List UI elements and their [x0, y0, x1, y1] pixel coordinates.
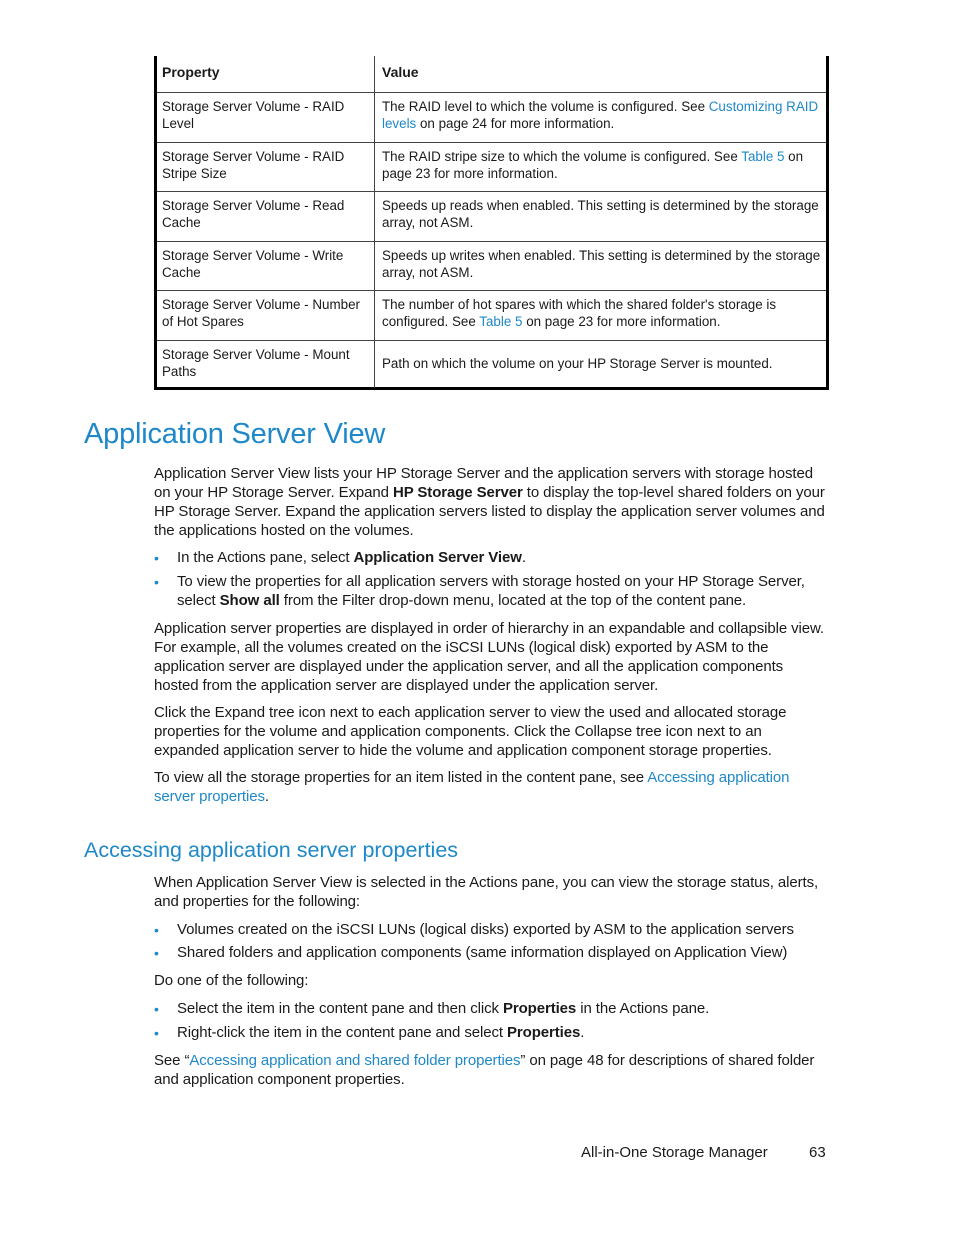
bullet-icon: • — [154, 550, 159, 566]
customizing-raid-levels-link[interactable]: Customizing RAID levels — [382, 99, 819, 131]
bold-text: HP Storage Server — [392, 483, 523, 501]
property-cell: Storage Server Volume - Write Cache — [157, 242, 375, 291]
value-cell — [375, 291, 826, 340]
property-cell: Storage Server Volume - RAID Level — [157, 93, 375, 142]
hierarchy-paragraph: Application server properties are displayed in order of hierarchy in an expandable and collapsible view. For example, all the volumes created on the iSCSI LUNs (logical disk) exported by ASM to the application server are displayed under the application server, and all the application components hosted from the application server are displayed under the application server. — [154, 620, 824, 694]
table-row — [157, 142, 826, 192]
do-one-paragraph: Do one of the following: — [154, 972, 309, 989]
list-item — [154, 1000, 830, 1019]
property-cell: Storage Server Volume - RAID Stripe Size — [157, 143, 375, 192]
value-text: Speeds up reads when enabled. This setting is determined by the storage array, not ASM. — [382, 198, 819, 231]
accessing-application-server-properties-link[interactable]: Accessing application server properties — [154, 769, 790, 805]
accessing-application-and-shared-folder-properties-link[interactable]: Accessing application and shared folder properties — [189, 1052, 521, 1069]
table-row — [157, 290, 826, 340]
text: . — [264, 787, 269, 805]
bold-text: Properties — [502, 1000, 577, 1017]
value-text: The RAID level to which the volume is configured. See — [382, 99, 709, 114]
value-text: The number of hot spares with which the shared folder's storage is configured. See — [382, 297, 777, 330]
text: Application Server View lists your HP Storage Server and the application servers with storage hosted on your HP Storage Server. Expand — [154, 465, 813, 501]
page-number: 63 — [809, 1144, 826, 1161]
text: to display the top-level shared folders on your HP Storage Server. Expand the application servers listed to display the application server volumes and the applications hosted on the volumes. — [154, 483, 825, 539]
text: Shared folders and application components (same information displayed on Application View) — [177, 944, 788, 961]
section-title: Application Server View — [84, 418, 386, 450]
table-5-link[interactable]: Table 5 — [741, 148, 785, 164]
text: Right-click the item in the content pane and select — [177, 1024, 507, 1041]
text: See “ — [154, 1052, 190, 1069]
see-paragraph — [154, 1052, 830, 1090]
value-text: on page 24 for more information. — [416, 116, 615, 131]
see-also-paragraph — [154, 769, 830, 807]
list-item — [154, 944, 830, 963]
bold-text: Properties — [507, 1024, 581, 1041]
list-item — [154, 549, 830, 568]
list-item — [154, 573, 830, 611]
text: from the Filter drop-down menu, located at the top of the content pane. — [279, 591, 747, 609]
value-cell — [375, 242, 826, 291]
text: Volumes created on the iSCSI LUNs (logical disks) exported by ASM to the application servers — [177, 921, 794, 938]
text: . — [521, 549, 526, 566]
subsection-intro-paragraph: When Application Server View is selected in the Actions pane, you can view the storage status, alerts, and properties for the following: — [154, 874, 819, 910]
bullet-icon: • — [154, 945, 159, 961]
table-header-row — [157, 56, 826, 92]
text: To view all the storage properties for an item listed in the content pane, see — [154, 769, 648, 786]
text: ” on page 48 for descriptions of shared folder and application component properties. — [154, 1052, 815, 1088]
text: . — [580, 1024, 585, 1041]
text: To view the properties for all application servers with storage hosted on your HP Storage Server, select — [177, 573, 805, 609]
table-5-link[interactable]: Table 5 — [479, 314, 523, 330]
bullet-icon: • — [154, 1001, 159, 1017]
value-text: on page 23 for more information. — [522, 314, 721, 330]
value-cell — [375, 93, 826, 142]
table-row — [157, 92, 826, 142]
property-cell: Storage Server Volume - Number of Hot Spares — [157, 291, 375, 340]
bold-text: Show all — [219, 591, 280, 609]
table-header-property: Property — [157, 56, 375, 92]
table-row — [157, 241, 826, 291]
value-text: Path on which the volume on your HP Storage Server is mounted. — [382, 355, 773, 371]
bold-text: Application Server View — [353, 549, 522, 566]
intro-paragraph — [154, 465, 830, 541]
table-row — [157, 191, 826, 241]
text: In the Actions pane, select — [177, 549, 354, 566]
properties-table — [154, 56, 829, 390]
bullet-icon: • — [154, 1025, 159, 1041]
table-row — [157, 340, 826, 388]
property-cell: Storage Server Volume - Read Cache — [157, 192, 375, 241]
value-text: The RAID stripe size to which the volume is configured. See — [382, 148, 742, 164]
value-text: on page 23 for more information. — [382, 148, 804, 181]
value-cell — [375, 341, 826, 388]
footer-title: All-in-One Storage Manager — [581, 1144, 768, 1161]
text: Select the item in the content pane and then click — [177, 1000, 503, 1017]
table-header-value: Value — [382, 64, 419, 80]
list-item — [154, 921, 830, 940]
property-cell: Storage Server Volume - Mount Paths — [157, 341, 375, 388]
value-cell — [375, 192, 826, 241]
expand-paragraph: Click the Expand tree icon next to each application server to view the used and allocated storage properties for the volume and application components. Click the Collapse tree icon next to an expanded application server to hide the volume and application component storage properties. — [154, 704, 787, 759]
value-text: Speeds up writes when enabled. This setting is determined by the storage array, not ASM. — [382, 247, 821, 280]
text: in the Actions pane. — [576, 1000, 710, 1017]
list-item — [154, 1024, 830, 1043]
bullet-icon: • — [154, 922, 159, 938]
value-cell — [375, 143, 826, 192]
subsection-title: Accessing application server properties — [84, 838, 459, 862]
bullet-icon: • — [154, 574, 159, 590]
